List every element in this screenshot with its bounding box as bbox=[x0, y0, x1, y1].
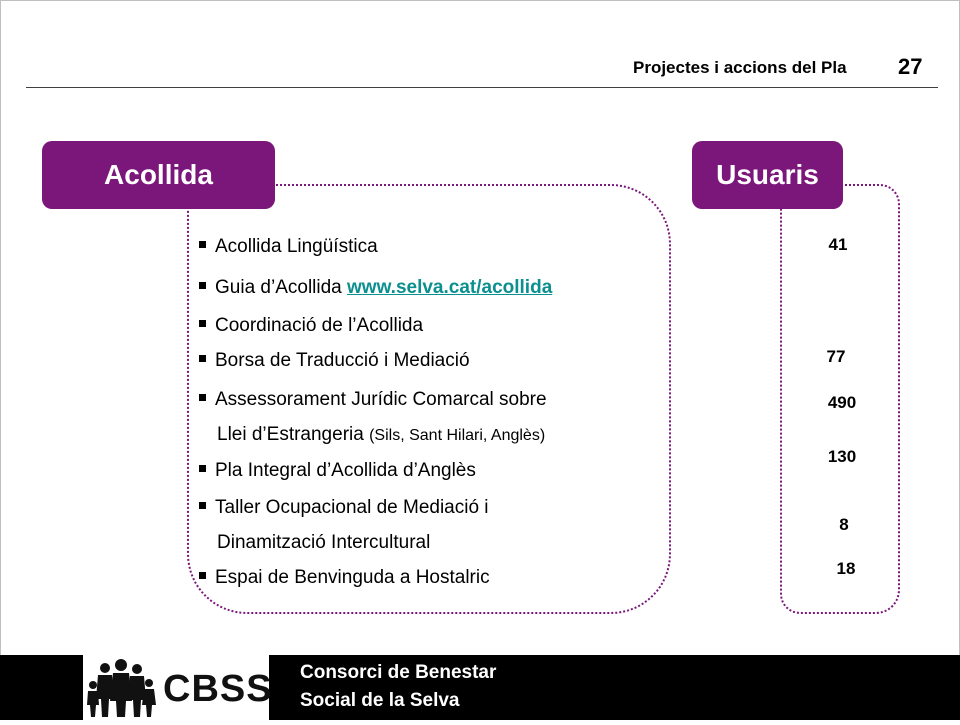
item-label: Assessorament Jurídic Comarcal sobre bbox=[215, 389, 547, 410]
users-count: 8 bbox=[839, 515, 849, 534]
header-divider bbox=[26, 87, 938, 88]
bullet-icon bbox=[199, 502, 206, 509]
list-item-coordinacio bbox=[199, 315, 423, 337]
tab-acollida: Acollida bbox=[42, 141, 275, 209]
page-number: 27 bbox=[898, 54, 923, 79]
footer-org-line2: Social de la Selva bbox=[300, 690, 460, 711]
logo-text: CBSS bbox=[163, 668, 273, 710]
bullet-icon bbox=[199, 572, 206, 579]
item-label: Borsa de Traducció i Mediació bbox=[215, 350, 470, 371]
bullet-icon bbox=[199, 241, 206, 248]
item-label: Acollida Lingüística bbox=[215, 236, 378, 257]
list-item-borsa-traduccio bbox=[199, 350, 470, 372]
item-label: Espai de Benvinguda a Hostalric bbox=[215, 567, 490, 588]
acollida-link[interactable]: www.selva.cat/acollida bbox=[347, 277, 553, 298]
users-count: 77 bbox=[826, 347, 846, 366]
list-item-assessorament-cont bbox=[217, 424, 545, 446]
list-item-acollida-linguistica bbox=[199, 236, 378, 258]
list-item-guia-acollida bbox=[199, 277, 552, 299]
item-label: Pla Integral d’Acollida d’Anglès bbox=[215, 460, 476, 481]
bullet-icon bbox=[199, 465, 206, 472]
list-item-pla-integral bbox=[199, 460, 476, 482]
tab-usuaris: Usuaris bbox=[692, 141, 843, 209]
header-title: Projectes i accions del Pla bbox=[633, 58, 847, 77]
footer-org-line1: Consorci de Benestar bbox=[300, 662, 497, 683]
list-item-espai-benvinguda bbox=[199, 567, 490, 589]
users-count: 130 bbox=[827, 447, 857, 466]
item-label: Coordinació de l’Acollida bbox=[215, 315, 424, 336]
item-label: Taller Ocupacional de Mediació i bbox=[215, 497, 489, 518]
users-count: 490 bbox=[827, 393, 857, 412]
item-note: (Sils, Sant Hilari, Anglès) bbox=[369, 427, 546, 444]
list-item-taller-cont: Dinamització Intercultural bbox=[217, 532, 431, 553]
bullet-icon bbox=[199, 320, 206, 327]
bullet-icon bbox=[199, 282, 206, 289]
item-label: Guia d’Acollida bbox=[215, 277, 348, 298]
item-label: Llei d’Estrangeria bbox=[217, 424, 364, 445]
people-icon bbox=[83, 655, 163, 720]
list-item-taller bbox=[199, 497, 489, 519]
bullet-icon bbox=[199, 394, 206, 401]
users-count: 41 bbox=[828, 235, 848, 254]
list-item-assessorament bbox=[199, 389, 547, 411]
bullet-icon bbox=[199, 355, 206, 362]
users-count: 18 bbox=[836, 559, 856, 578]
